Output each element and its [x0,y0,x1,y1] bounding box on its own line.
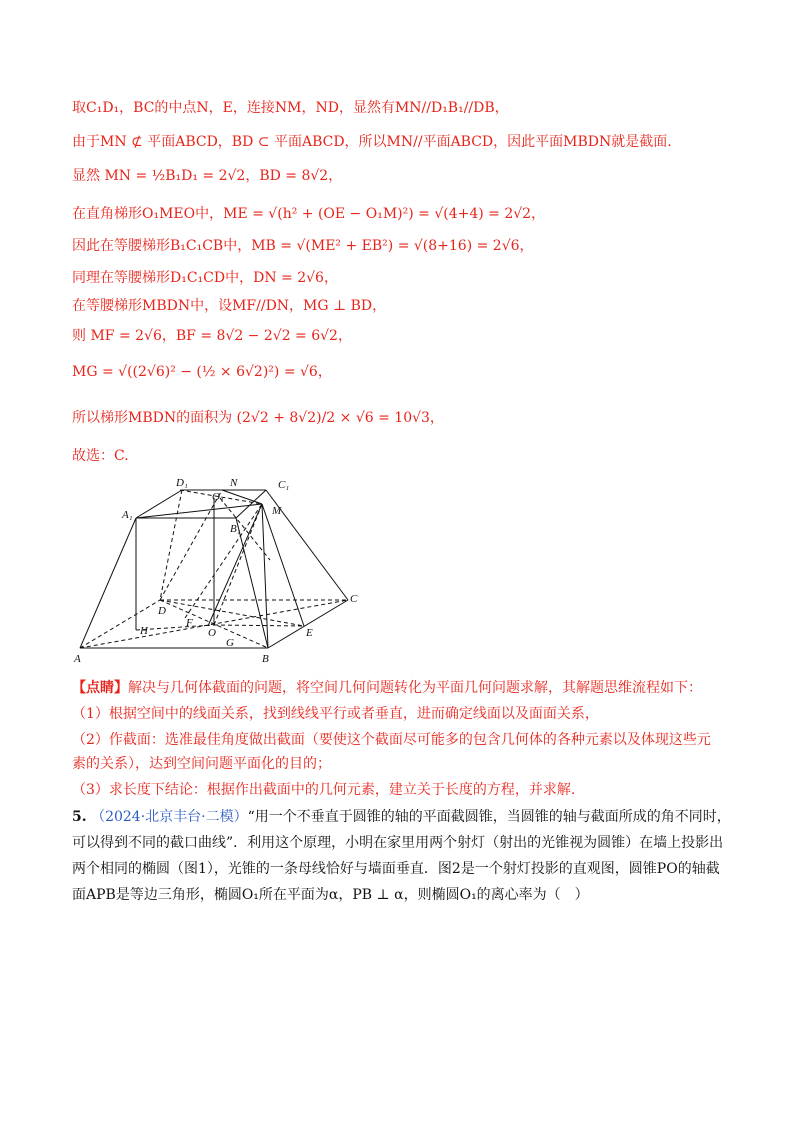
label-N: N [230,477,238,489]
solution-line-9: MG = √((2√6)² − (½ × 6√2)²) = √6， [72,364,332,380]
commentary-step-3: （3）求长度下结论：根据作出截面中的几何元素，建立关于长度的方程，并求解. [72,782,576,798]
label-C1: C₁ [278,479,290,491]
label-D1: D₁ [176,477,188,489]
commentary-intro-line [72,678,702,698]
label-D: D [158,605,166,617]
solution-line-1: 取C₁D₁，BC的中点N，E，连接NM，ND，显然有MN//D₁B₁//DB， [72,100,509,116]
solution-line-3: 显然 MN = ½B₁D₁ = 2√2，BD = 8√2， [72,168,343,184]
label-O: O [208,627,216,639]
label-M: M [272,505,282,517]
solution-line-11: 故选：C. [72,448,129,464]
frustum-figure [70,470,370,670]
problem-number: 5. [72,809,87,825]
solution-line-2: 由于MN ⊄ 平面ABCD，BD ⊂ 平面ABCD，所以MN//平面ABCD，因此平面MBDN就是截面. [72,134,672,150]
label-B: B [262,653,269,665]
solution-line-7: 在等腰梯形MBDN中，设MF//DN，MG ⊥ BD， [72,298,387,314]
label-E: E [306,627,313,639]
commentary-step-1: （1）根据空间中的线面关系，找到线线平行或者垂直，进而确定线面以及面面关系， [72,706,599,722]
label-G: G [226,637,234,649]
problem-source: （2024·北京丰台·二模） [91,809,248,825]
commentary-intro: 解决与几何体截面的问题，将空间几何问题转化为平面几何问题求解，其解题思维流程如下： [128,680,702,696]
solution-line-4: 在直角梯形O₁MEO中，ME = √(h² + (OE − O₁M)²) = √(4+4) = 2√2， [72,206,546,222]
commentary-title: 【点睛】 [72,680,128,696]
commentary-step-2b: 素的关系），达到空间问题平面化的目的； [72,756,331,772]
problem-5 [72,804,732,908]
label-O1: O₁ [212,491,224,503]
label-A: A [74,653,81,665]
label-A1: A₁ [122,509,133,521]
problem-text: “用一个不垂直于圆锥的轴的平面截圆锥，当圆锥的轴与截面所成的角不同时，可以得到不同的截口曲线”．利用这个原理，小明在家里用两个射灯（射出的光锥视为圆锥）在墙上投影出两个相同的椭圆（图1），光锥的一条母线恰好与墙面垂直．图2是一个射灯投影的直观图，圆锥PO的轴截面APB是等边三角形，椭圆O₁所在平面为α，PB ⊥ α，则椭圆O₁的离心率为（ ） [72,809,731,903]
label-B1: B₁ [230,523,241,535]
label-H: H [140,625,148,637]
label-C: C [350,593,358,605]
solution-line-6: 同理在等腰梯形D₁C₁CD中，DN = 2√6， [72,270,338,286]
label-F: F [186,617,193,629]
solution-line-8: 则 MF = 2√6，BF = 8√2 − 2√2 = 6√2， [72,328,352,344]
solution-line-5: 因此在等腰梯形B₁C₁CB中，MB = √(ME² + EB²) = √(8+16) = 2√6， [72,238,534,254]
commentary-step-2a: （2）作截面：选准最佳角度做出截面（要使这个截面尽可能多的包含几何体的各种元素以及体现这些元 [72,732,711,748]
solution-line-10: 所以梯形MBDN的面积为 (2√2 + 8√2)/2 × √6 = 10√3， [72,410,444,426]
